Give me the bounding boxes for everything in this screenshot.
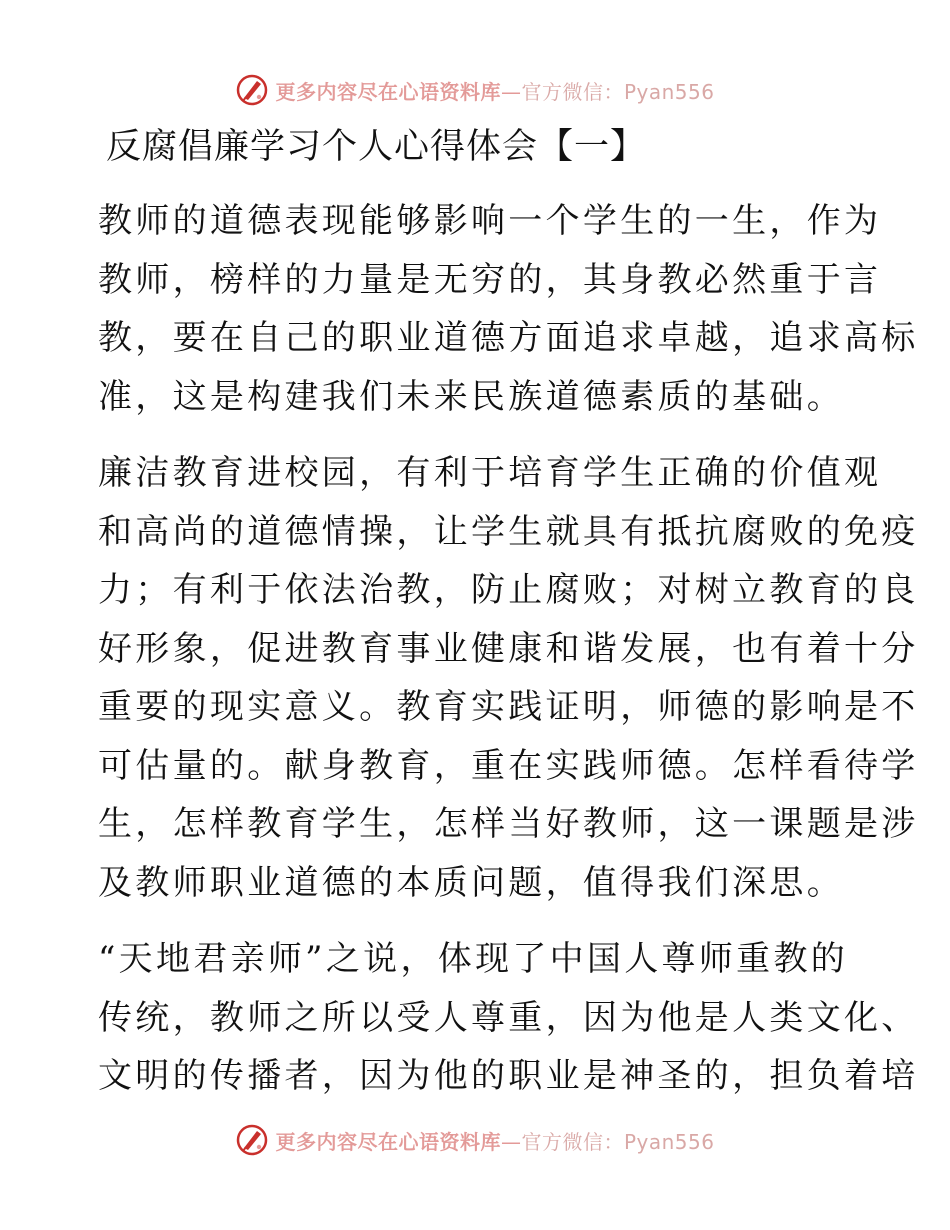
paragraph-line: 教师，榜样的力量是无穷的，其身教必然重于言 [98,259,882,300]
paragraph-line: 生，怎样教育学生，怎样当好教师，这一课题是涉 [98,804,919,844]
paragraph-line: 力；有利于依法治教，防止腐败；对树立教育的良 [98,570,919,610]
watermark-text [275,1126,714,1155]
paragraph-line: 教，要在自己的职业道德方面追求卓越，追求高标 [98,318,919,358]
document-title: 反腐倡廉学习个人心得体会【一】 [106,127,647,167]
watermark-main-text: 更多内容尽在心语资料库 [275,1129,501,1154]
paragraph-line: 廉洁教育进校园，有利于培育学生正确的价值观 [98,453,882,493]
watermark-main-text: 更多内容尽在心语资料库 [275,79,501,104]
watermark-separator: — [500,79,522,104]
paragraph-line: 及教师职业道德的本质问题，值得我们深思。 [98,862,844,903]
paragraph-line: 重要的现实意义。教育实践证明，师德的影响是不 [98,687,919,727]
paragraph-line: 文明的传播者，因为他的职业是神圣的，担负着培 [98,1056,919,1096]
watermark-header [0,70,950,110]
paragraph-1 [98,192,919,426]
watermark-separator: — [500,1129,522,1154]
paragraph-line: 可估量的。献身教育，重在实践师德。怎样看待学 [98,745,919,786]
paragraph-line: 准，这是构建我们未来民族道德素质的基础。 [98,376,844,417]
paragraph-line: 传统，教师之所以受人尊重，因为他是人类文化、 [98,997,919,1038]
watermark-text [275,76,714,105]
watermark-footer [0,1120,950,1160]
paragraph-line: 和高尚的道德情操，让学生就具有抵抗腐败的免疫 [98,511,919,552]
paragraph-2 [98,444,919,912]
paragraph-line: “天地君亲师”之说，体现了中国人尊师重教的 [98,939,849,979]
paragraph-line: 教师的道德表现能够影响一个学生的一生，作为 [98,201,882,241]
quill-pen-logo-icon [235,1123,269,1157]
quill-pen-logo-icon [235,73,269,107]
watermark-wechat-text: 官方微信：Pyan556 [521,1129,715,1154]
paragraph-3 [98,930,919,1106]
watermark-wechat-text: 官方微信：Pyan556 [521,79,715,104]
paragraph-line: 好形象，促进教育事业健康和谐发展，也有着十分 [98,628,919,669]
